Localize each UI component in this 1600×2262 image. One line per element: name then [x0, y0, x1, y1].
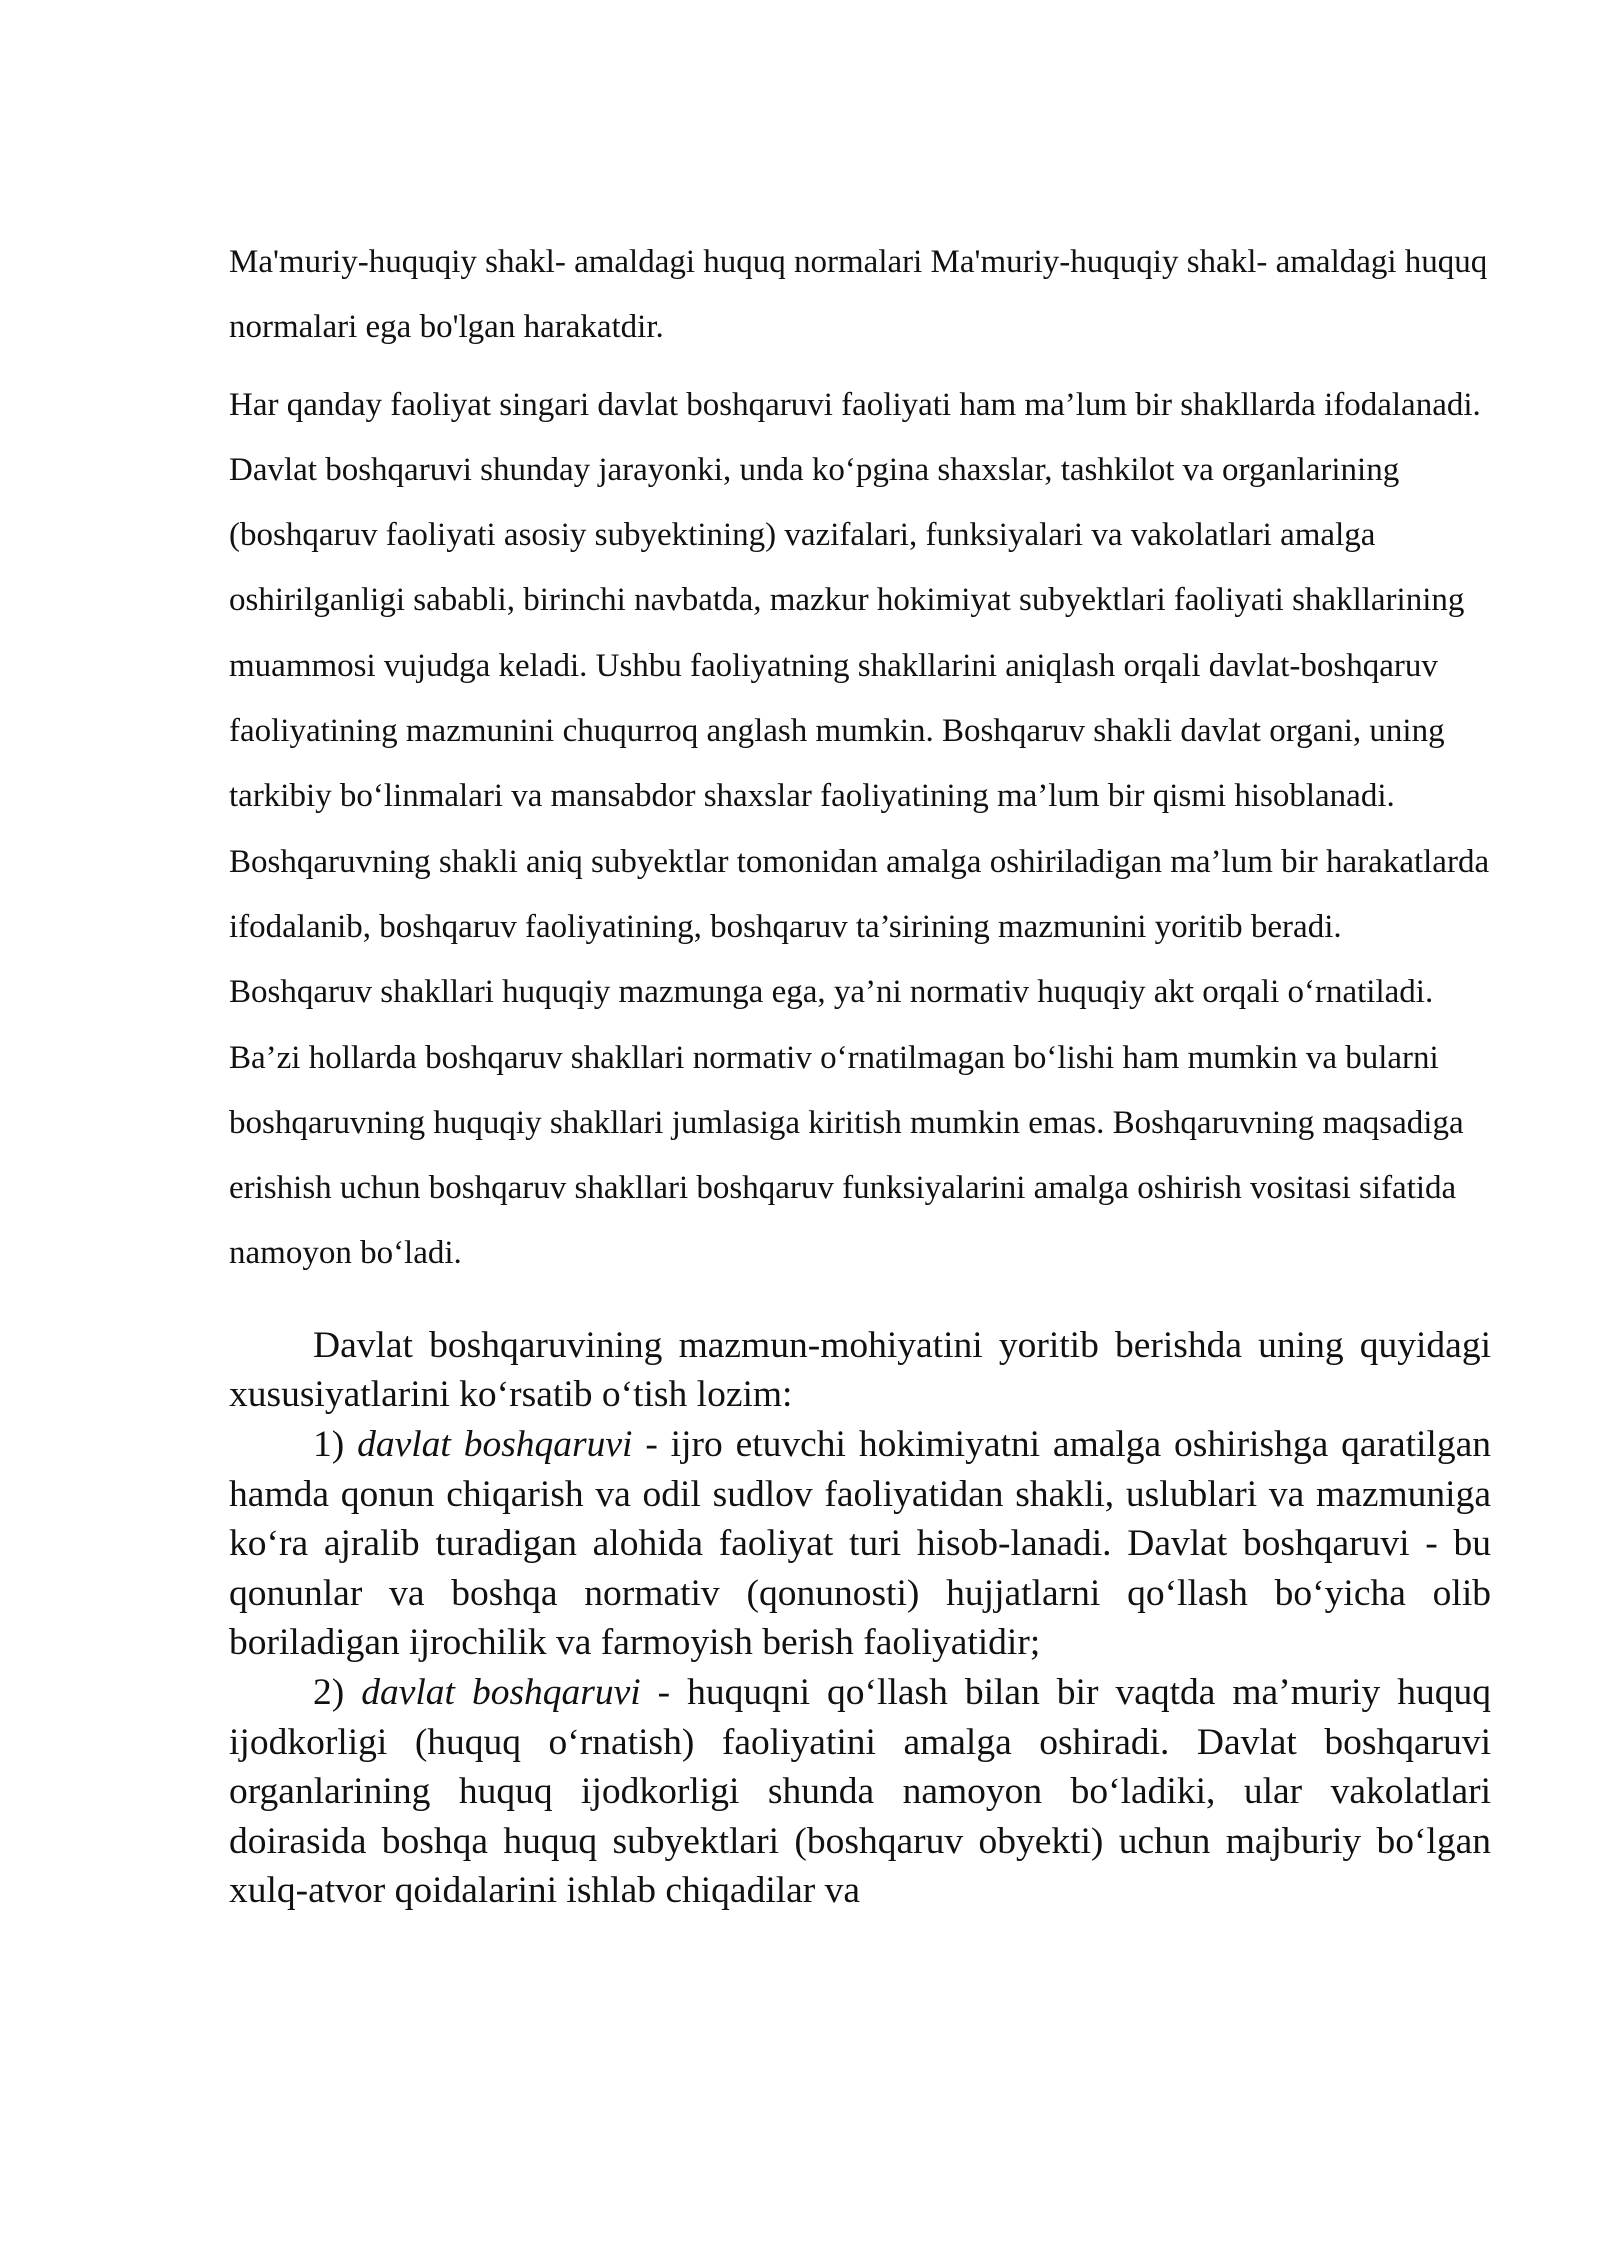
list-item-2-number: 2) [313, 1671, 362, 1713]
list-item-2 [229, 1668, 1491, 1916]
list-item-1 [229, 1420, 1491, 1668]
paragraph-forms-of-governance: Har qanday faoliyat singari davlat boshqaruvi faoliyati ham ma’lum bir shakllarda ifodalanadi. Davlat boshqaruvi shunday jarayonki, unda ko‘pgina shaxslar, tashkilot va organlarining (boshqaruv faoliyati asosiy subyektining) vazifalari, funksiyalari va vakolatlari amalga oshirilganligi sababli, birinchi navbatda, mazkur hokimiyat subyektlari faoliyati shakllarining muammosi vujudga keladi. Ushbu faoliyatning shakllarini aniqlash orqali davlat-boshqaruv faoliyatining mazmunini chuqurroq anglash mumkin. Boshqaruv shakli davlat organi, uning tarkibiy bo‘linmalari va mansabdor shaxslar faoliyatining ma’lum bir qismi hisoblanadi. Boshqaruvning shakli aniq subyektlar tomonidan amalga oshiriladigan ma’lum bir harakatlarda ifodalanib, boshqaruv faoliyatining, boshqaruv ta’sirining mazmunini yoritib beradi. Boshqaruv shakllari huquqiy mazmunga ega, ya’ni normativ huquqiy akt orqali o‘rnatiladi. Ba’zi hollarda boshqaruv shakllari normativ o‘rnatilmagan bo‘lishi ham mumkin va bularni boshqaruvning huquqiy shakllari jumlasiga kiritish mumkin emas. Boshqaruvning maqsadiga erishish uchun boshqaruv shakllari boshqaruv funksiyalarini amalga oshirish vositasi sifatida namoyon bo‘ladi. [229, 386, 1490, 1272]
paragraph-definition: Ma'muriy-huquqiy shakl- amaldagi huquq normalari Ma'muriy-huquqiy shakl- amaldagi huquq normalari ega bo'lgan harakatdir. [229, 244, 1488, 346]
list-item-1-text: - ijro etuvchi hokimiyatni amalga oshirishga qaratilgan hamda qonun chiqarish va odil sudlov faoliyatidan shakli, uslublari va mazmuniga ko‘ra ajralib turadigan alohida faoliyat turi hisob-lanadi. Davlat boshqaruvi - bu qonunlar va boshqa normativ (qonunosti) hujjatlarni qo‘llash bo‘yicha olib boriladigan ijrochilik va farmoyish berish faoliyatidir; [229, 1423, 1491, 1664]
list-item-1-number: 1) [313, 1423, 358, 1465]
main-text-block [229, 1321, 1491, 1916]
document-page [229, 230, 1491, 1916]
list-item-2-text: - huquqni qo‘llash bilan bir vaqtda ma’muriy huquq ijodkorligi (huquq o‘rnatish) faoliyatini amalga oshiradi. Davlat boshqaruvi organlarining huquq ijodkorligi shunda namoyon bo‘ladiki, ular vakolatlari doirasida boshqa huquq subyektlari (boshqaruv obyekti) uchun majburiy bo‘lgan xulq-atvor qoidalarini ishlab chiqadilar va [229, 1671, 1491, 1912]
paragraph-intro: Davlat boshqaruvining mazmun-mohiyatini yoritib berishda uning quyidagi xususiyatlarini ko‘rsatib o‘tish lozim: [229, 1324, 1491, 1416]
list-item-2-term: davlat boshqaruvi [361, 1671, 641, 1713]
list-item-1-term: davlat boshqaruvi [357, 1423, 633, 1465]
